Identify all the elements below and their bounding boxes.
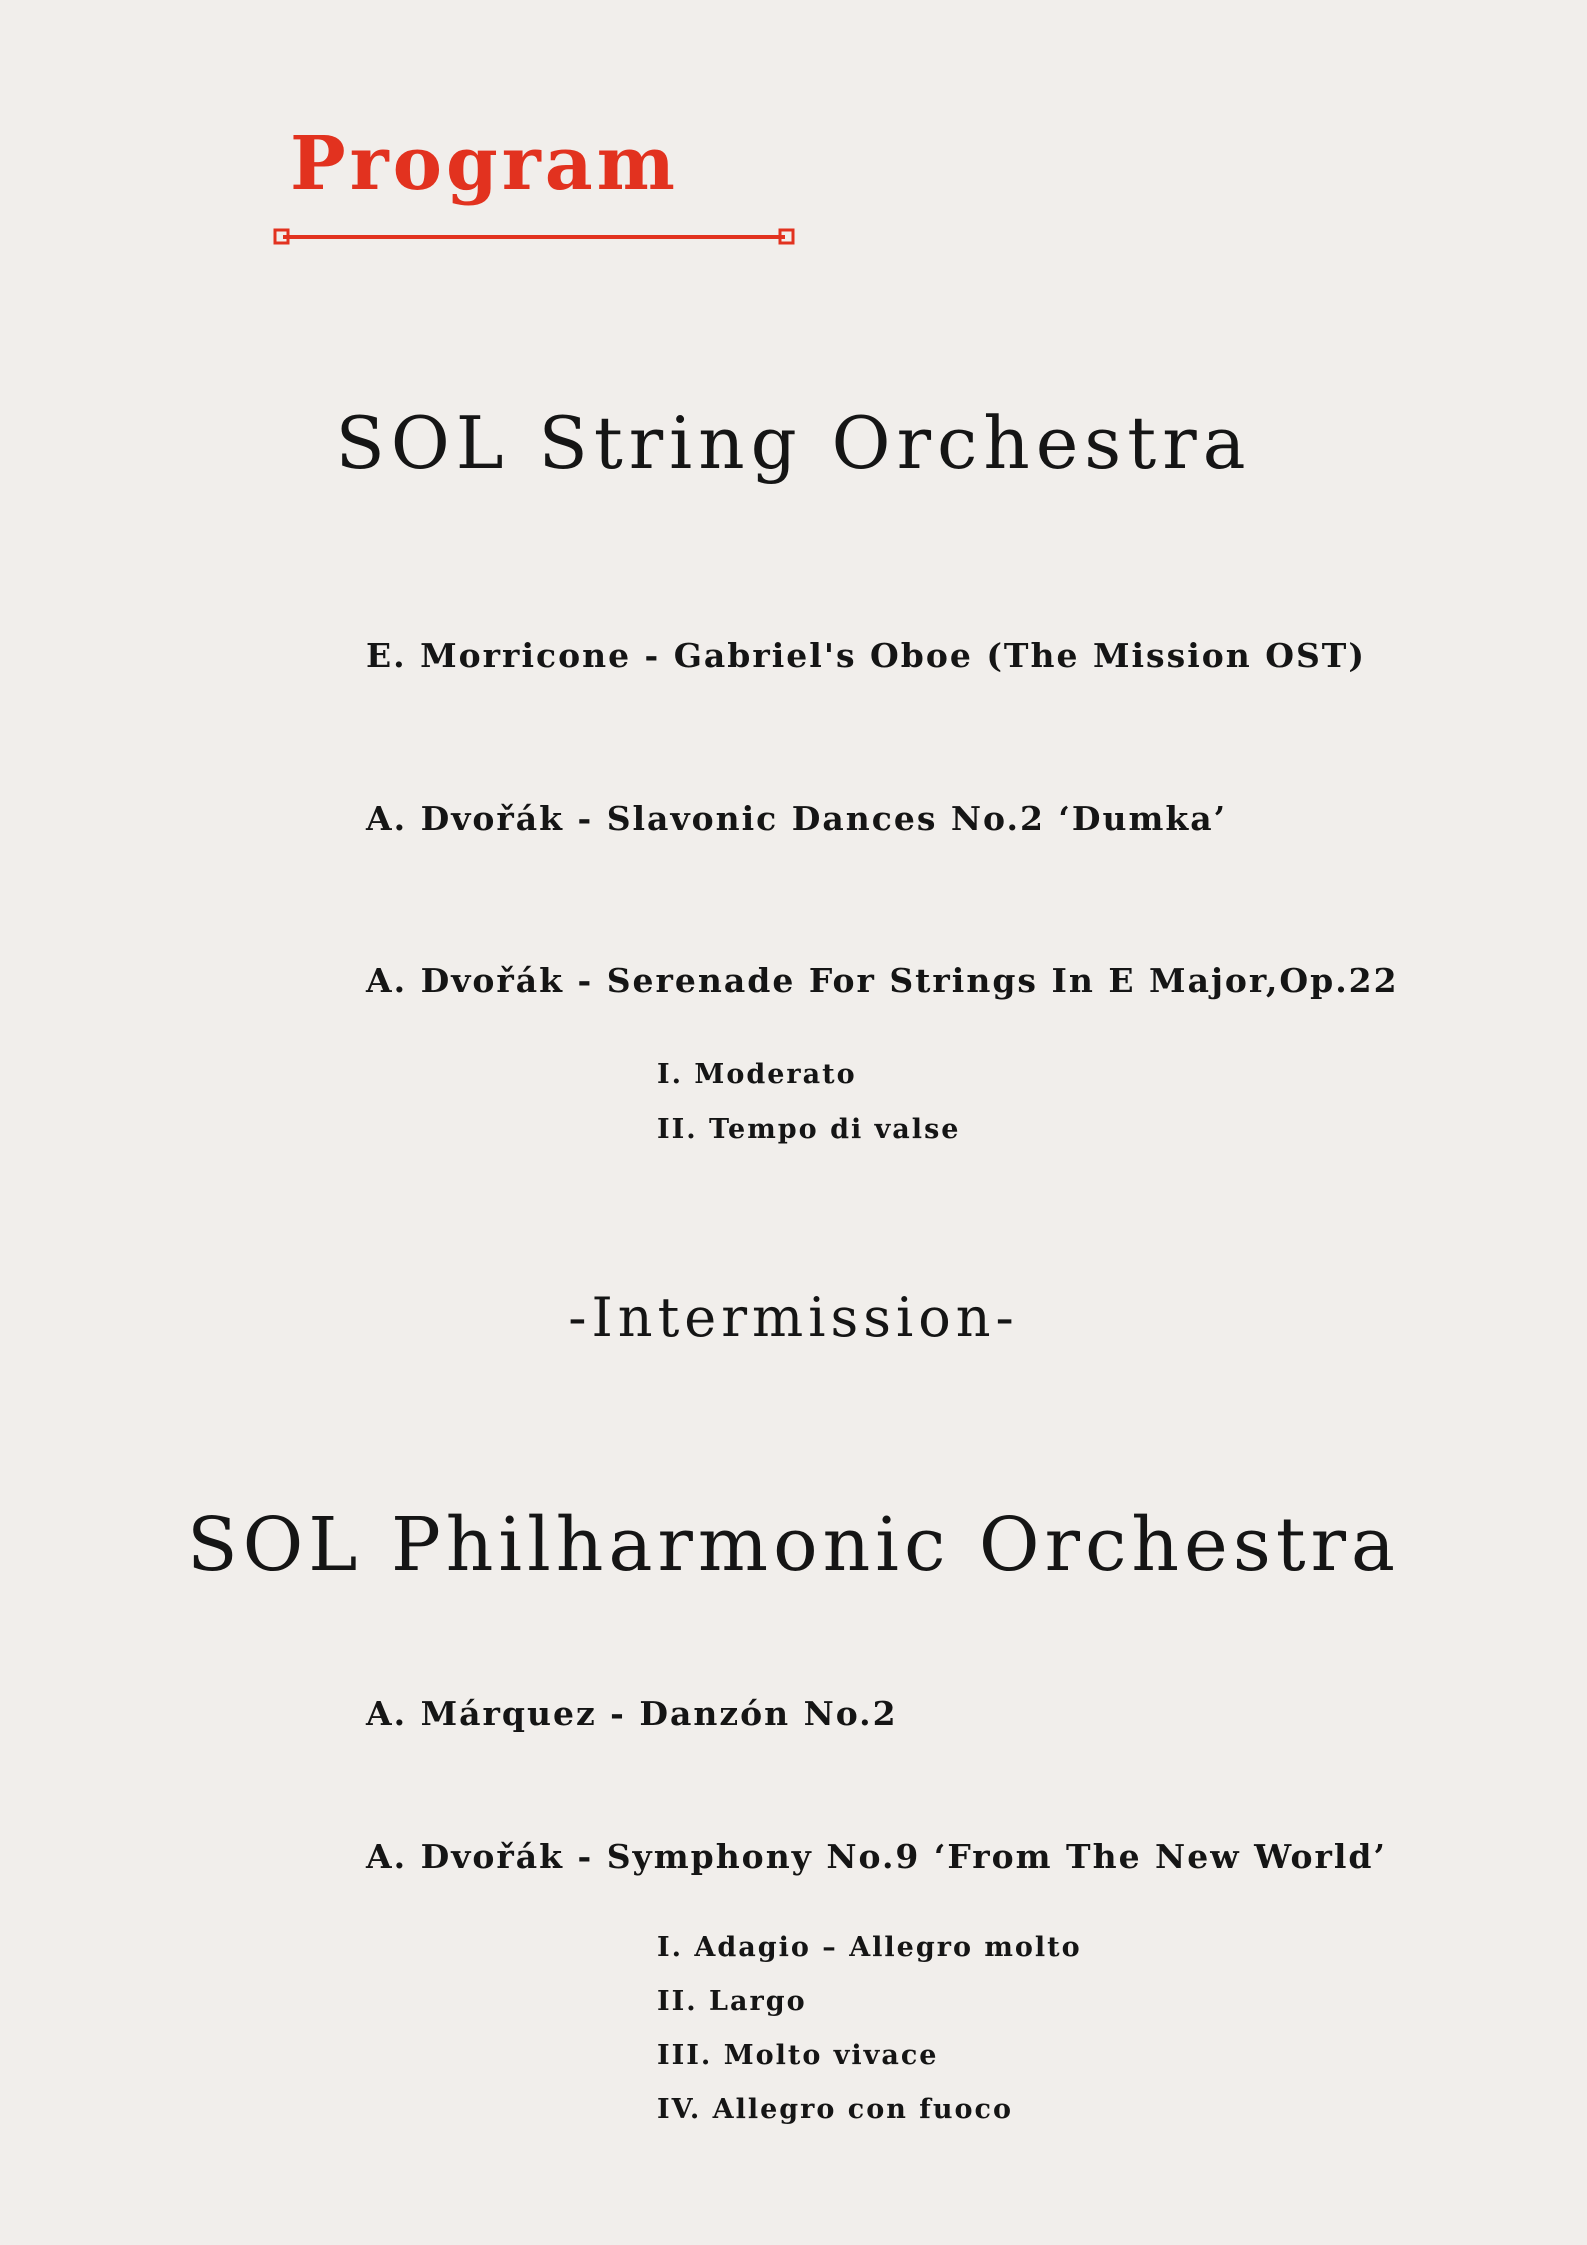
piece-title: A. Dvořák - Serenade For Strings In E Major,Op.22 bbox=[366, 961, 1399, 1000]
movement-item: IV. Allegro con fuoco bbox=[657, 2094, 1013, 2125]
movement-item: I. Adagio – Allegro molto bbox=[657, 1932, 1082, 1963]
piece-title: A. Dvořák - Slavonic Dances No.2 ‘Dumka’ bbox=[366, 799, 1228, 838]
movement-item: III. Molto vivace bbox=[657, 2040, 939, 2071]
movement-item: II. Largo bbox=[657, 1986, 807, 2017]
piece-title: E. Morricone - Gabriel's Oboe (The Mission OST) bbox=[366, 636, 1366, 675]
piece-title: A. Dvořák - Symphony No.9 ‘From The New World’ bbox=[366, 1837, 1387, 1876]
piece-title: A. Márquez - Danzón No.2 bbox=[366, 1694, 898, 1733]
movement-item: I. Moderato bbox=[657, 1059, 857, 1090]
program-title: Program bbox=[290, 121, 679, 207]
title-underline bbox=[273, 226, 795, 248]
orchestra-heading-string: SOL String Orchestra bbox=[335, 401, 1252, 485]
intermission-label: -Intermission- bbox=[568, 1286, 1019, 1349]
orchestra-heading-philharmonic: SOL Philharmonic Orchestra bbox=[186, 1502, 1401, 1588]
movement-item: II. Tempo di valse bbox=[657, 1114, 961, 1145]
